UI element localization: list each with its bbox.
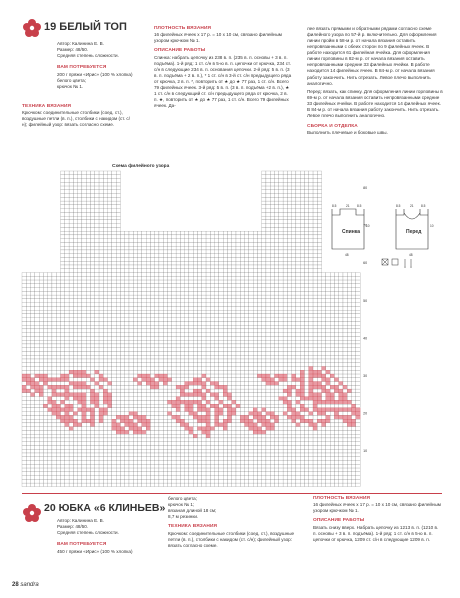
size: Размер: 48/50. xyxy=(57,47,89,53)
dim-top-r2: 8.5 xyxy=(421,204,426,208)
dim-top-r: 8.5 xyxy=(357,204,362,208)
magazine-name: sandra xyxy=(20,582,39,588)
bottom-col-2 xyxy=(168,496,306,549)
density-text: 16 филейных ячеек х 17 р. = 10 х 10 см, связано филейным узором крючком № 1. xyxy=(154,32,282,44)
author: Автор: Калинина Е. В. xyxy=(57,41,105,46)
chart-row-label: 30 xyxy=(363,374,368,379)
col2-text-b: белого цвета; xyxy=(168,496,197,501)
chart-row-label: 10 xyxy=(363,449,368,454)
article-title-bottom: 20 ЮБКА «6 КЛИНЬЕВ» xyxy=(44,502,166,514)
need-hook: крючок № 1. xyxy=(57,83,84,89)
chart-row-label: 80 xyxy=(363,186,368,191)
front-text: Перед: вязать, как спинку. Для оформления линии горловины в 69-м р. от начала вязания оставить непровязанными средние 33 филейных ячейки. В работе находится 14 филейных ячеек. В 84-м р. от начала вязания работу закончить. Нить отрезать. Левое плечо выполнить аналогично. xyxy=(307,88,443,118)
bottom-col-3 xyxy=(313,496,443,543)
difficulty-b: Средняя степень сложности. xyxy=(57,530,119,536)
chart-row-label: 20 xyxy=(363,411,368,416)
size-b: Размер: 48/50. xyxy=(57,524,89,530)
assembly-header: СБОРКА И ОТДЕЛКА xyxy=(307,123,358,129)
bottom-col-1 xyxy=(57,518,155,555)
article-title-top: 19 БЕЛЫЙ ТОП xyxy=(44,21,127,33)
need-header: ВАМ ПОТРЕБУЕТСЯ xyxy=(57,65,107,71)
dim-top-l: 8.5 xyxy=(332,204,337,208)
chart-row-label: 70 xyxy=(363,223,368,228)
dim-top-l2: 8.5 xyxy=(396,204,401,208)
tech-text-b: Крючком: соединительные столбики (соед. ст.), воздушные петли (в. п.), столбики с накидом (ст. с/н); филейный узор: вязать согласно схеме. xyxy=(168,530,295,548)
chart-title: Схема филейного узора xyxy=(112,164,170,169)
assembly-text: Выполнить плечевые и боковые швы. xyxy=(307,130,388,136)
tech-header-b: ТЕХНИКА ВЯЗАНИЯ xyxy=(168,524,218,530)
back-label: Спинка xyxy=(342,229,361,235)
density-header: ПЛОТНОСТЬ ВЯЗАНИЯ xyxy=(154,26,212,31)
need-text-b: 450 г пряжи «Ирис» (100 % хлопка) xyxy=(57,548,133,554)
tech-header: ТЕХНИКА ВЯЗАНИЯ xyxy=(22,104,72,109)
dim-neck: 21 xyxy=(346,204,350,208)
work-header: ОПИСАНИЕ РАБОТЫ xyxy=(154,48,206,54)
author-b: Автор: Калинина Е. В. xyxy=(57,518,105,523)
dim-side2: 10 xyxy=(430,224,434,228)
chart-row-label: 40 xyxy=(363,336,368,341)
tech-text: Крючком: соединительные столбики (соед. ст.), воздушные петли (в. п.), столбики с накидом (ст. с/н); филейный узор: вязать согласно схеме. xyxy=(22,110,131,128)
work-text-b: Вязать снизу вверх. Набрать цепочку из 1213 в. п. (1210 в. п. основы + 3 в. п. подъёма). 1-й ряд: 1 ст. с/н в 5-ю в. п. цепочки от крючка, 1209 ст. с/н в следующие 1209 в. п. xyxy=(313,524,439,542)
chart-grid xyxy=(22,171,360,487)
dim-bottom: 48 xyxy=(345,253,349,257)
chart-row-label: 60 xyxy=(363,261,368,266)
col2-hook-b: крючок № 1; xyxy=(168,502,195,508)
dim-neck2: 21 xyxy=(410,204,414,208)
article-separator xyxy=(22,493,442,494)
difficulty: Средняя степень сложности. xyxy=(57,53,119,59)
dim-bottom2: 48 xyxy=(409,253,413,257)
page-footer xyxy=(12,582,39,590)
flower-logo-icon-bottom xyxy=(22,503,42,523)
front-label: Перед xyxy=(406,229,422,235)
col3-text: лее вязать прямыми и обратными рядами согласно схеме филейного узора по 57-й р. включительно. Для оформления линии пройм в 58-м р. от начала вязания оставить непровязанными с обеих сторон по 9 филейных ячеек. В работе находится 61 филейная ячейка. Для оформления линии горловины в 82-м р. от начала вязания оставить непровязанными средние 33 филейных ячейки. В работе находится 14 филейных ячеек. В 84-м р. от начала вязания работу закончить. Нить отрезать. Левое плечо выполнить аналогично. xyxy=(307,26,437,86)
need-text: 200 г пряжи «Ирис» (100 % хлопка) белого цвета; xyxy=(57,71,133,83)
dim-side: 10 xyxy=(366,224,370,228)
work-header-b: ОПИСАНИЕ РАБОТЫ xyxy=(313,518,365,524)
col2-rez-b: 8,7 м резинки. xyxy=(168,514,199,520)
density-text-b: 16 филейных ячеек х 17 р. = 10 х 10 см, связано филейным узором крючком № 1. xyxy=(313,502,441,514)
chart-row-label: 50 xyxy=(363,298,368,303)
work-text: Спинка: набрать цепочку из 238 в. п. (235 в. п. основы + 3 в. п. подъёма). 1-й ряд: 1 ст. с/н в 5-ю в. п. цепочки от крючка, 234 ст. с/н в следующие 234 в. п. основания цепочки. 2-й ряд: 5 в. п. (3 в. п. подъёма + 2 в. п.), * 1 ст. с/н в 3-й ст. с/н предыдущего ряда от крючка, 2 в. п. *, повторить от ★ до ★ 77 раз, 1 ст. с/н. Всего 79 филейных ячеек. 3-й ряд: 5 в. п. (3 в. п. подъёма +2 в. п.), ★ 1 ст. с/н в следующий ст. с/н предыдущего ряда от крючка, 2 в. п. ★, повторить от ★ до ★ 77 раз, 1 ст. с/н. Всего 79 филейных ячеек. Да- xyxy=(154,54,292,109)
page-number: 28 xyxy=(12,582,19,588)
density-header-b: ПЛОТНОСТЬ ВЯЗАНИЯ xyxy=(313,496,371,501)
col2-elastic-b: вязаная длиной 18 см; xyxy=(168,508,217,514)
need-header-b: ВАМ ПОТРЕБУЕТСЯ xyxy=(57,542,107,548)
